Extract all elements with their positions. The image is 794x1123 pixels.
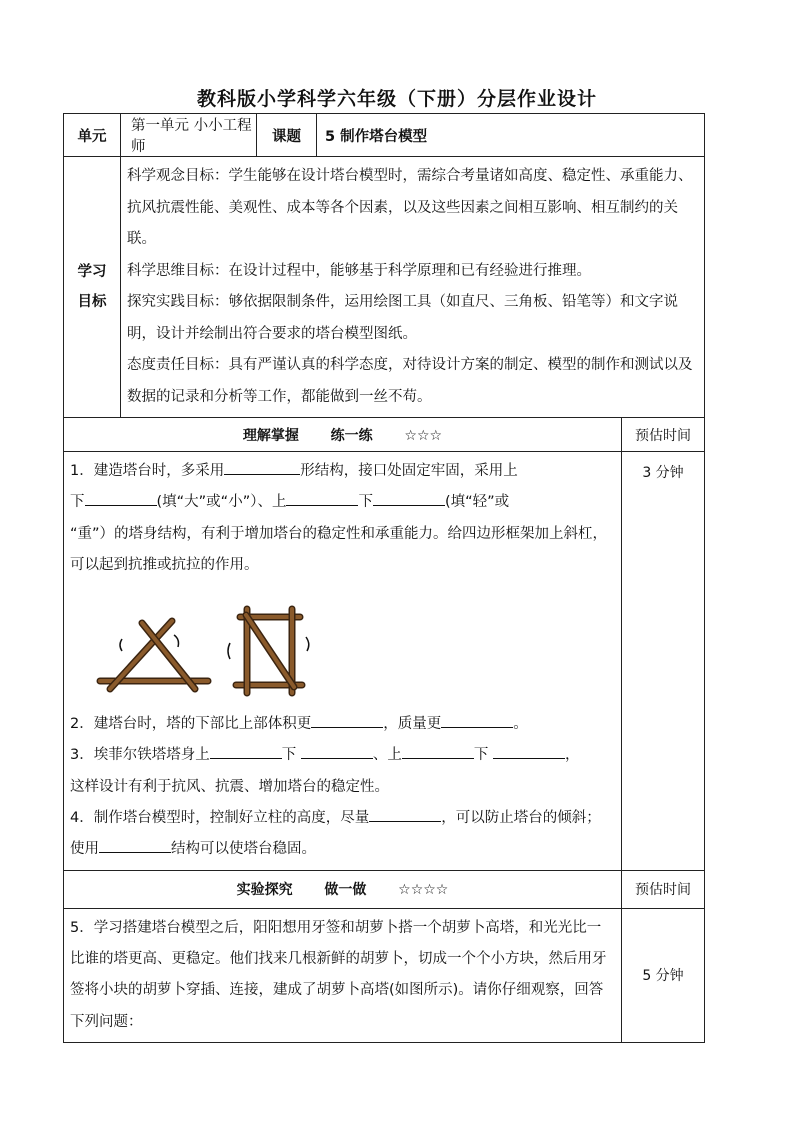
- goal-science-thinking: 科学思维目标：在设计过程中，能够基于科学原理和已有经验进行推理。: [127, 262, 591, 279]
- answer-blank[interactable]: [369, 805, 441, 822]
- section1-time: 3 分钟: [622, 452, 705, 871]
- goal-science-concept: 科学观念目标：学生能够在设计塔台模型时，需综合考量诸如高度、稳定性、承重能力、抗风抗震性能、美观性、成本等各个因素，以及这些因素之间相互影响、相互制约的关联。: [127, 168, 693, 247]
- section1-heading-row: [64, 418, 705, 452]
- unit-value: 第一单元 小小工程师: [121, 114, 257, 157]
- answer-blank[interactable]: [311, 711, 383, 728]
- question-2: 2．建塔台时，塔的下部比上部体积更 ，质量更 。: [70, 709, 615, 740]
- goals-label-line1: 学习: [77, 264, 107, 280]
- answer-blank[interactable]: [286, 489, 358, 506]
- goals-label: [64, 157, 121, 418]
- answer-blank[interactable]: [224, 458, 300, 475]
- answer-blank[interactable]: [493, 742, 565, 759]
- square-frame-icon: [228, 609, 309, 693]
- answer-blank[interactable]: [301, 742, 373, 759]
- section1-stars: ☆☆☆: [404, 427, 443, 444]
- topic-value: 5 制作塔台模型: [317, 114, 705, 157]
- worksheet-table: [63, 113, 705, 1043]
- page-title: 教科版小学科学六年级（下册）分层作业设计: [196, 88, 597, 110]
- section2-heading-a: 实验探究: [236, 882, 293, 899]
- section1-heading-a: 理解掌握: [242, 427, 299, 444]
- question-5: 5．学习搭建塔台模型之后，阳阳想用牙签和胡萝卜搭一个胡萝卜高塔，和光光比一比谁的塔更高、更稳定。他们找来几根新鲜的胡萝卜，切成一个个小方块，然后用牙签将小块的胡萝卜穿插、连接，建成了胡萝卜高塔(如图所示)。请你仔细观察，回答下列问题：: [64, 908, 622, 1042]
- goals-row: [64, 157, 705, 418]
- goal-attitude: 态度责任目标：具有严谨认真的科学态度，对待设计方案的制定、模型的制作和测试以及数据的记录和分析等工作，都能做到一丝不苟。: [127, 357, 693, 405]
- frame-figures: [70, 581, 615, 709]
- goals-label-line2: 目标: [77, 294, 107, 310]
- section1-content-row: [64, 452, 705, 871]
- question-4: 4．制作塔台模型时，控制好立柱的高度，尽量 ，可以防止塔台的倾斜；使用 结构可以使塔台稳固。: [70, 803, 615, 866]
- section2-heading-row: [64, 870, 705, 908]
- section2-time-header: 预估时间: [622, 870, 705, 908]
- question-3: 3．埃菲尔铁塔塔身上 下 、上 下 ， 这样设计有利于抗风、抗震、增加塔台的稳定性。: [70, 740, 615, 803]
- goal-inquiry-practice: 探究实践目标：够依据限制条件，运用绘图工具（如直尺、三角板、铅笔等）和文字说明，设计并绘制出符合要求的塔台模型图纸。: [127, 294, 678, 342]
- topic-label: 课题: [257, 114, 317, 157]
- answer-blank[interactable]: [99, 836, 171, 853]
- answer-blank[interactable]: [402, 742, 474, 759]
- answer-blank[interactable]: [85, 489, 157, 506]
- section2-time: 5 分钟: [622, 908, 705, 1042]
- section1-heading: [64, 418, 622, 452]
- answer-blank[interactable]: [373, 489, 445, 506]
- unit-label: 单元: [64, 114, 121, 157]
- section1-time-header: 预估时间: [622, 418, 705, 452]
- answer-blank[interactable]: [210, 742, 282, 759]
- goals-content: [121, 157, 705, 418]
- header-row: [64, 114, 705, 157]
- section2-heading: [64, 870, 622, 908]
- answer-blank[interactable]: [441, 711, 513, 728]
- section2-content-row: [64, 908, 705, 1042]
- section2-heading-b: 做一做: [324, 882, 367, 899]
- bracing-diagram-icon: [70, 581, 310, 709]
- triangle-frame-icon: [100, 621, 208, 689]
- section1-heading-b: 练一练: [330, 427, 373, 444]
- section2-stars: ☆☆☆☆: [398, 882, 449, 899]
- question-1: 1．建造塔台时，多采用 形结构，接口处固定牢固，采用上 下 (填“大”或“小”）、上 下 (填“轻”或 “重”）的塔身结构，有利于增加塔台的稳定性和承重能力。给四边形框架加上斜杠，可以起到抗推或抗拉的作用。: [70, 456, 615, 581]
- section1-content: [64, 452, 622, 871]
